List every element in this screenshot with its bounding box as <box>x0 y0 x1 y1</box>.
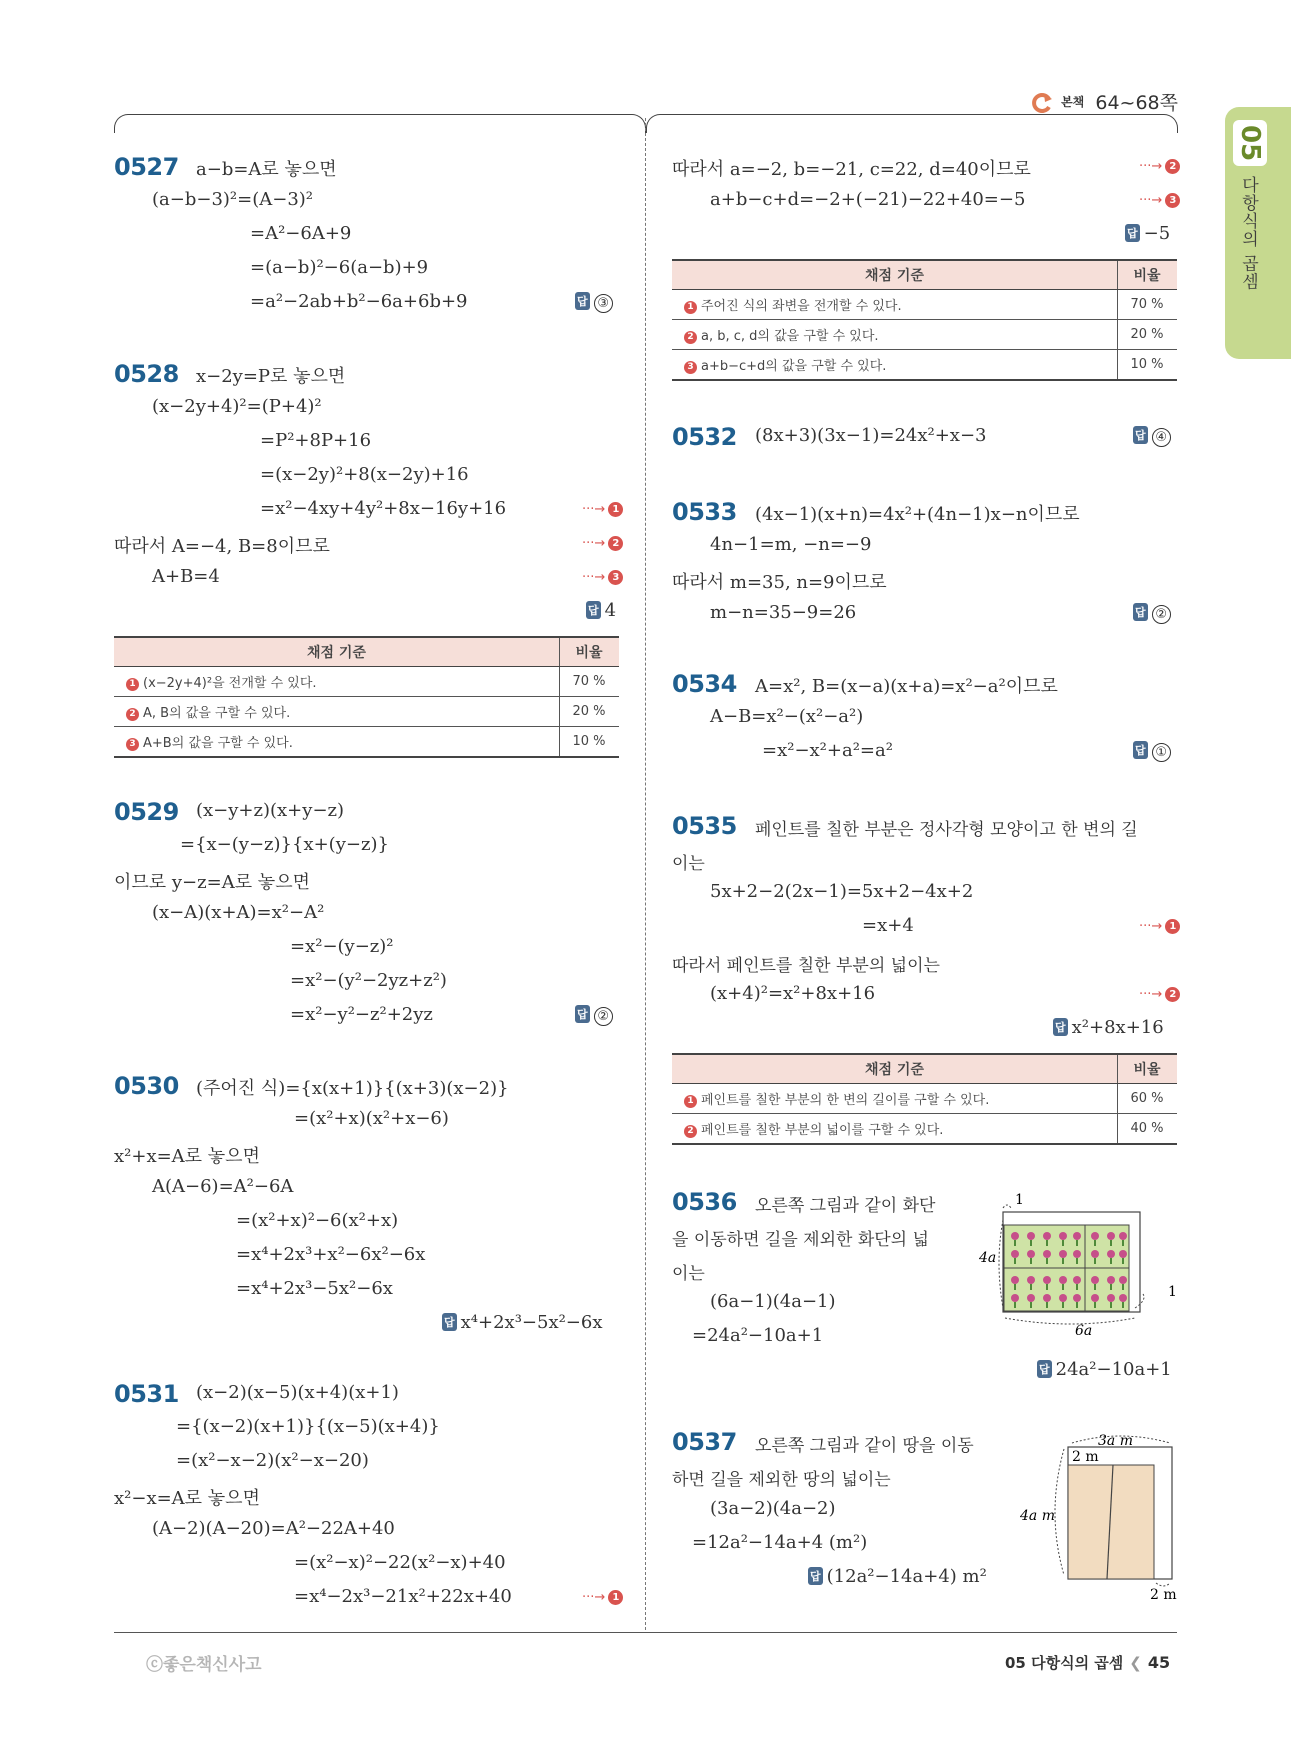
answer <box>1133 425 1171 447</box>
flowerbed-label-left: 4a <box>979 1250 997 1266</box>
publisher-watermark: ⓒ좋은책신사고 <box>146 1655 262 1675</box>
criteria-text: 주어진 식의 좌변을 전개할 수 있다. <box>701 299 902 314</box>
solution-line: =(x²−x)²−22(x²−x)+40 <box>294 1552 506 1573</box>
footer-rule <box>114 1632 1177 1633</box>
solution-line: =x⁴−2x³−21x²+22x+40 <box>294 1586 512 1607</box>
step-arrow: ···→ <box>1139 159 1163 174</box>
solution-line: (4x−1)(x+n)=4x²+(4n−1)x−n이므로 <box>755 504 1080 525</box>
chapter-title: 다항식의 곱셈 <box>1238 176 1258 291</box>
solution-line: x²−x=A로 놓으면 <box>114 1488 260 1509</box>
problem-number: 0532 <box>672 423 737 451</box>
answer <box>1037 1359 1172 1380</box>
step-marker-1: ···→ 1 <box>582 502 623 517</box>
step-mark: 1 <box>684 301 697 314</box>
solution-line: =24a²−10a+1 <box>692 1325 824 1346</box>
ratio-value: 10 % <box>560 727 620 758</box>
solution-line: m−n=35−9=26 <box>710 602 857 623</box>
answer-value: 4 <box>604 600 617 621</box>
step-arrow: ···→ <box>582 536 606 551</box>
solution-line: =x²−(y−z)² <box>290 936 394 957</box>
problem-number: 0535 <box>672 812 737 840</box>
ratio-value: 60 % <box>1118 1084 1178 1114</box>
flowerbed-label-bottom: 6a <box>1075 1323 1093 1339</box>
criteria-header: 채점 기준 <box>114 637 560 667</box>
flowerbed-label-right: 1 <box>1168 1284 1177 1300</box>
refresh-arrow-icon <box>1030 90 1054 114</box>
solution-line: A=x², B=(x−a)(x+a)=x²−a²이므로 <box>755 676 1058 697</box>
problem-number: 0528 <box>114 360 179 388</box>
solution-line: A−B=x²−(x²−a²) <box>710 706 864 727</box>
solution-line: =a²−2ab+b²−6a+6b+9 <box>250 291 468 312</box>
answer-value: ③ <box>594 294 613 313</box>
answer-badge: 답 <box>575 292 590 310</box>
solution-line: =x⁴+2x³+x²−6x²−6x <box>236 1244 426 1265</box>
chevron-left-icon: ❮ <box>1129 1654 1142 1672</box>
column-divider <box>645 118 646 1630</box>
table-row <box>114 727 619 758</box>
criteria-text: A, B의 값을 구할 수 있다. <box>143 706 291 721</box>
table-row <box>114 697 619 727</box>
table-row <box>114 667 619 697</box>
solution-line: =x²−4xy+4y²+8x−16y+16 <box>260 498 507 519</box>
answer-badge: 답 <box>1037 1360 1052 1378</box>
land-label-inner-top: 2 m <box>1072 1449 1099 1465</box>
step-mark: 2 <box>684 1125 697 1138</box>
chapter-number: 05 <box>1233 120 1267 166</box>
page-footer <box>1005 1652 1170 1673</box>
solution-line: 오른쪽 그림과 같이 화단 <box>755 1196 936 1216</box>
step-arrow: ···→ <box>582 1590 606 1605</box>
land-label-bottom: 2 m <box>1150 1587 1177 1603</box>
solution-line: =x²−y²−z²+2yz <box>290 1004 433 1025</box>
criteria-text: (x−2y+4)²을 전개할 수 있다. <box>143 676 317 691</box>
answer-badge: 답 <box>586 601 601 619</box>
criteria-text: a+b−c+d의 값을 구할 수 있다. <box>701 359 887 374</box>
answer <box>1133 602 1171 624</box>
answer-value: (12a²−14a+4) m² <box>826 1566 987 1587</box>
answer-badge: 답 <box>1133 603 1148 621</box>
step-marker-2: ···→ 2 <box>1139 987 1180 1002</box>
solution-line: 따라서 페인트를 칠한 부분의 넓이는 <box>672 956 940 976</box>
ratio-value: 40 % <box>1118 1114 1178 1145</box>
answer-badge: 답 <box>1125 224 1140 242</box>
criteria-text: A+B의 값을 구할 수 있다. <box>143 736 293 751</box>
table-row <box>672 290 1177 320</box>
solution-line: (x−y+z)(x+y−z) <box>196 800 345 821</box>
answer-badge: 답 <box>1053 1018 1068 1036</box>
solution-line: =x²−x²+a²=a² <box>762 740 893 761</box>
solution-line: =x⁴+2x³−5x²−6x <box>236 1278 393 1299</box>
answer-value: x²+8x+16 <box>1071 1017 1164 1038</box>
answer-value: ② <box>1152 605 1171 624</box>
table-row <box>672 1114 1177 1145</box>
solution-line: =P²+8P+16 <box>260 430 372 451</box>
solution-line: =(a−b)²−6(a−b)+9 <box>250 257 429 278</box>
solution-line: (8x+3)(3x−1)=24x²+x−3 <box>755 425 987 446</box>
answer-value: ① <box>1152 743 1171 762</box>
solution-line: A(A−6)=A²−6A <box>152 1176 294 1197</box>
solution-line: (주어진 식)={x(x+1)}{(x+3)(x−2)} <box>196 1078 509 1099</box>
left-column-frame <box>114 114 646 133</box>
solution-line: (x−2y+4)²=(P+4)² <box>152 396 322 417</box>
problem-number: 0527 <box>114 153 179 181</box>
solution-line: =A²−6A+9 <box>250 223 352 244</box>
step-mark: 3 <box>126 738 139 751</box>
land-figure <box>1010 1425 1180 1605</box>
step-marker-3: ···→ 3 <box>1139 193 1180 208</box>
step-mark: 1 <box>126 678 139 691</box>
textbook-reference <box>1030 88 1178 115</box>
solution-line: (3a−2)(4a−2) <box>710 1498 836 1519</box>
answer <box>575 291 613 313</box>
answer <box>1053 1017 1164 1038</box>
step-mark: 2 <box>684 331 697 344</box>
answer <box>586 600 616 621</box>
reference-pages: 64~68쪽 <box>1095 92 1179 114</box>
answer-badge: 답 <box>442 1313 457 1331</box>
ratio-header: 비율 <box>560 637 620 667</box>
solution-line: A+B=4 <box>152 566 220 587</box>
land-label-top: 3a m <box>1098 1433 1133 1449</box>
solution-line: 오른쪽 그림과 같이 땅을 이동 <box>755 1436 974 1456</box>
solution-line: 하면 길을 제외한 땅의 넓이는 <box>672 1470 891 1490</box>
answer <box>442 1312 603 1333</box>
solution-line: ={x−(y−z)}{x+(y−z)} <box>180 834 389 855</box>
flowerbed-figure <box>975 1190 1175 1340</box>
solution-line: 이는 <box>672 854 705 874</box>
step-arrow: ···→ <box>1139 919 1163 934</box>
answer-value: −5 <box>1143 223 1171 244</box>
solution-line: (x+4)²=x²+8x+16 <box>710 983 876 1004</box>
footer-chapter: 05 다항식의 곱셈 <box>1005 1654 1124 1672</box>
step-marker-1: ···→ 1 <box>582 1590 623 1605</box>
solution-line: 5x+2−2(2x−1)=5x+2−4x+2 <box>710 881 974 902</box>
solution-line: (x−A)(x+A)=x²−A² <box>152 902 325 923</box>
criteria-text: a, b, c, d의 값을 구할 수 있다. <box>701 329 879 344</box>
solution-line: 페인트를 칠한 부분은 정사각형 모양이고 한 변의 길 <box>755 820 1138 840</box>
solution-line: 4n−1=m, −n=−9 <box>710 534 872 555</box>
solution-line: x²+x=A로 놓으면 <box>114 1146 260 1167</box>
solution-line: (x−2)(x−5)(x+4)(x+1) <box>196 1382 399 1403</box>
scoring-table <box>114 636 619 758</box>
answer-badge: 답 <box>1133 426 1148 444</box>
solution-line: =(x²+x)²−6(x²+x) <box>236 1210 399 1231</box>
table-row <box>672 350 1177 381</box>
solution-line: (a−b−3)²=(A−3)² <box>152 189 314 210</box>
answer-value: ② <box>594 1007 613 1026</box>
solution-line: 따라서 a=−2, b=−21, c=22, d=40이므로 <box>672 159 1031 180</box>
problem-number: 0536 <box>672 1188 737 1216</box>
step-marker-1: ···→ 1 <box>1139 919 1180 934</box>
answer-value: ④ <box>1152 428 1171 447</box>
step-marker-2: ···→ 2 <box>1139 159 1180 174</box>
solution-line: a+b−c+d=−2+(−21)−22+40=−5 <box>710 189 1026 210</box>
answer-badge: 답 <box>1133 741 1148 759</box>
criteria-text: 페인트를 칠한 부분의 넓이를 구할 수 있다. <box>701 1123 944 1138</box>
answer <box>1125 223 1170 244</box>
scoring-table <box>672 1053 1177 1145</box>
problem-number: 0534 <box>672 670 737 698</box>
problem-number: 0531 <box>114 1380 179 1408</box>
solution-line: =x²−(y²−2yz+z²) <box>290 970 447 991</box>
solution-line: =(x−2y)²+8(x−2y)+16 <box>260 464 469 485</box>
step-marker-3: ···→ 3 <box>582 570 623 585</box>
solution-line: (6a−1)(4a−1) <box>710 1291 836 1312</box>
solution-line: =(x²+x)(x²+x−6) <box>294 1108 449 1129</box>
answer-value: 24a²−10a+1 <box>1055 1359 1172 1380</box>
ratio-value: 20 % <box>560 697 620 727</box>
step-mark: 3 <box>684 361 697 374</box>
ratio-header: 비율 <box>1118 1054 1178 1084</box>
right-column-frame <box>646 114 1178 133</box>
solution-line: a−b=A로 놓으면 <box>196 159 337 180</box>
page-number: 45 <box>1147 1653 1171 1672</box>
answer-badge: 답 <box>808 1567 823 1585</box>
problem-number: 0530 <box>114 1072 179 1100</box>
scoring-table <box>672 259 1177 381</box>
ratio-value: 70 % <box>560 667 620 697</box>
solution-line: x−2y=P로 놓으면 <box>196 366 346 387</box>
step-mark: 2 <box>126 708 139 721</box>
solution-line: 따라서 A=−4, B=8이므로 <box>114 536 330 557</box>
table-row <box>672 320 1177 350</box>
solution-line: =x+4 <box>862 915 914 936</box>
answer-badge: 답 <box>575 1005 590 1023</box>
flowerbed-label-top: 1 <box>1015 1192 1024 1208</box>
step-arrow: ···→ <box>582 570 606 585</box>
solution-line: =12a²−14a+4 (m²) <box>692 1532 868 1553</box>
ratio-header: 비율 <box>1118 260 1178 290</box>
answer <box>808 1566 987 1587</box>
table-row <box>672 1084 1177 1114</box>
step-marker-2: ···→ 2 <box>582 536 623 551</box>
step-arrow: ···→ <box>1139 193 1163 208</box>
ratio-value: 70 % <box>1118 290 1178 320</box>
problem-number: 0533 <box>672 498 737 526</box>
problem-number: 0529 <box>114 798 179 826</box>
criteria-header: 채점 기준 <box>672 260 1118 290</box>
ratio-value: 10 % <box>1118 350 1178 381</box>
answer-value: x⁴+2x³−5x²−6x <box>460 1312 603 1333</box>
step-mark: 1 <box>684 1095 697 1108</box>
reference-tag: 본책 <box>1061 95 1085 109</box>
solution-line: 이므로 y−z=A로 놓으면 <box>114 872 310 893</box>
step-arrow: ···→ <box>582 502 606 517</box>
problem-number: 0537 <box>672 1428 737 1456</box>
solution-line: 이는 <box>672 1264 705 1284</box>
criteria-text: 페인트를 칠한 부분의 한 변의 길이를 구할 수 있다. <box>701 1093 990 1108</box>
step-arrow: ···→ <box>1139 987 1163 1002</box>
land-label-left: 4a m <box>1020 1508 1055 1524</box>
answer <box>575 1004 613 1026</box>
criteria-header: 채점 기준 <box>672 1054 1118 1084</box>
solution-line: (A−2)(A−20)=A²−22A+40 <box>152 1518 395 1539</box>
solution-line: =(x²−x−2)(x²−x−20) <box>176 1450 369 1471</box>
answer <box>1133 740 1171 762</box>
solution-line: ={(x−2)(x+1)}{(x−5)(x+4)} <box>176 1416 440 1437</box>
solution-line: 을 이동하면 길을 제외한 화단의 넓 <box>672 1230 929 1250</box>
solution-line: 따라서 m=35, n=9이므로 <box>672 572 887 593</box>
ratio-value: 20 % <box>1118 320 1178 350</box>
